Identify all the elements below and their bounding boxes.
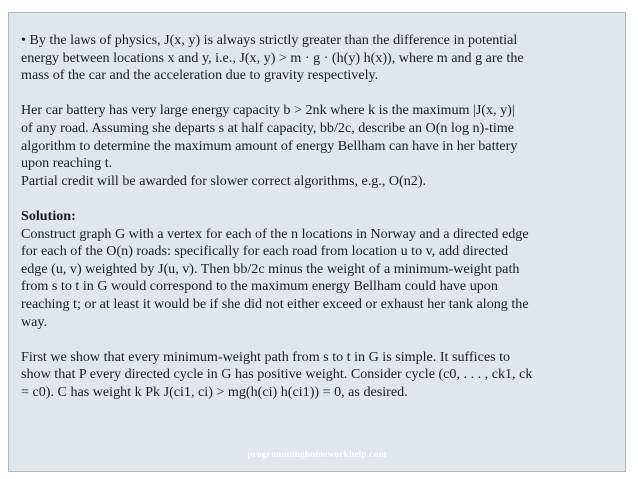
text-line: of any road. Assuming she departs s at half capacity, bb/2c, describe an O(n log n)-time bbox=[21, 119, 515, 136]
text-line: Construct graph G with a vertex for each of the n locations in Norway and a directed edge bbox=[21, 225, 529, 242]
text-line: energy between locations x and y, i.e., J(x, y) > m · g · (h(y) h(x)), where m and g are the bbox=[21, 49, 524, 66]
footer-website-label: programminghomeworkhelp.com bbox=[247, 450, 387, 460]
text-line: • By the laws of physics, J(x, y) is always strictly greater than the difference in potential bbox=[21, 32, 518, 48]
paragraph-gap bbox=[21, 190, 619, 208]
text-line: way. bbox=[21, 313, 48, 330]
text-line: for each of the O(n) roads: specifically for each road from location u to v, add directed bbox=[21, 243, 509, 260]
text-line: mass of the car and the acceleration due to gravity respectively. bbox=[21, 67, 379, 84]
text-line: from s to t in G would correspond to the maximum energy Bellham could have upon bbox=[21, 278, 498, 295]
text-line: Her car battery has very large energy capacity b > 2nk where k is the maximum |J(x, y)| bbox=[21, 102, 515, 119]
slide-panel bbox=[8, 12, 626, 472]
text-line: = c0). C has weight k Pk J(ci1, ci) > mg(h(ci) h(ci1)) = 0, as desired. bbox=[21, 383, 408, 400]
text-line: show that P every directed cycle in G has positive weight. Consider cycle (c0, . . . , ck1, ck bbox=[21, 366, 533, 383]
solution-heading: Solution: bbox=[21, 207, 76, 224]
text-line: algorithm to determine the maximum amount of energy Bellham can have in her battery bbox=[21, 137, 518, 154]
text-line: upon reaching t. bbox=[21, 155, 113, 172]
text-line: edge (u, v) weighted by J(u, v). Then bb/2c minus the weight of a minimum-weight path bbox=[21, 260, 520, 277]
text-line: Partial credit will be awarded for slower correct algorithms, e.g., O(n2). bbox=[21, 172, 427, 189]
paragraph-gap bbox=[21, 85, 619, 103]
text-line: First we show that every minimum-weight path from s to t in G is simple. It suffices to bbox=[21, 348, 511, 365]
paragraph-gap bbox=[21, 331, 619, 349]
text-line: reaching t; or at least it would be if she did not either exceed or exhaust her tank along the bbox=[21, 295, 529, 312]
slide-content bbox=[21, 32, 619, 401]
